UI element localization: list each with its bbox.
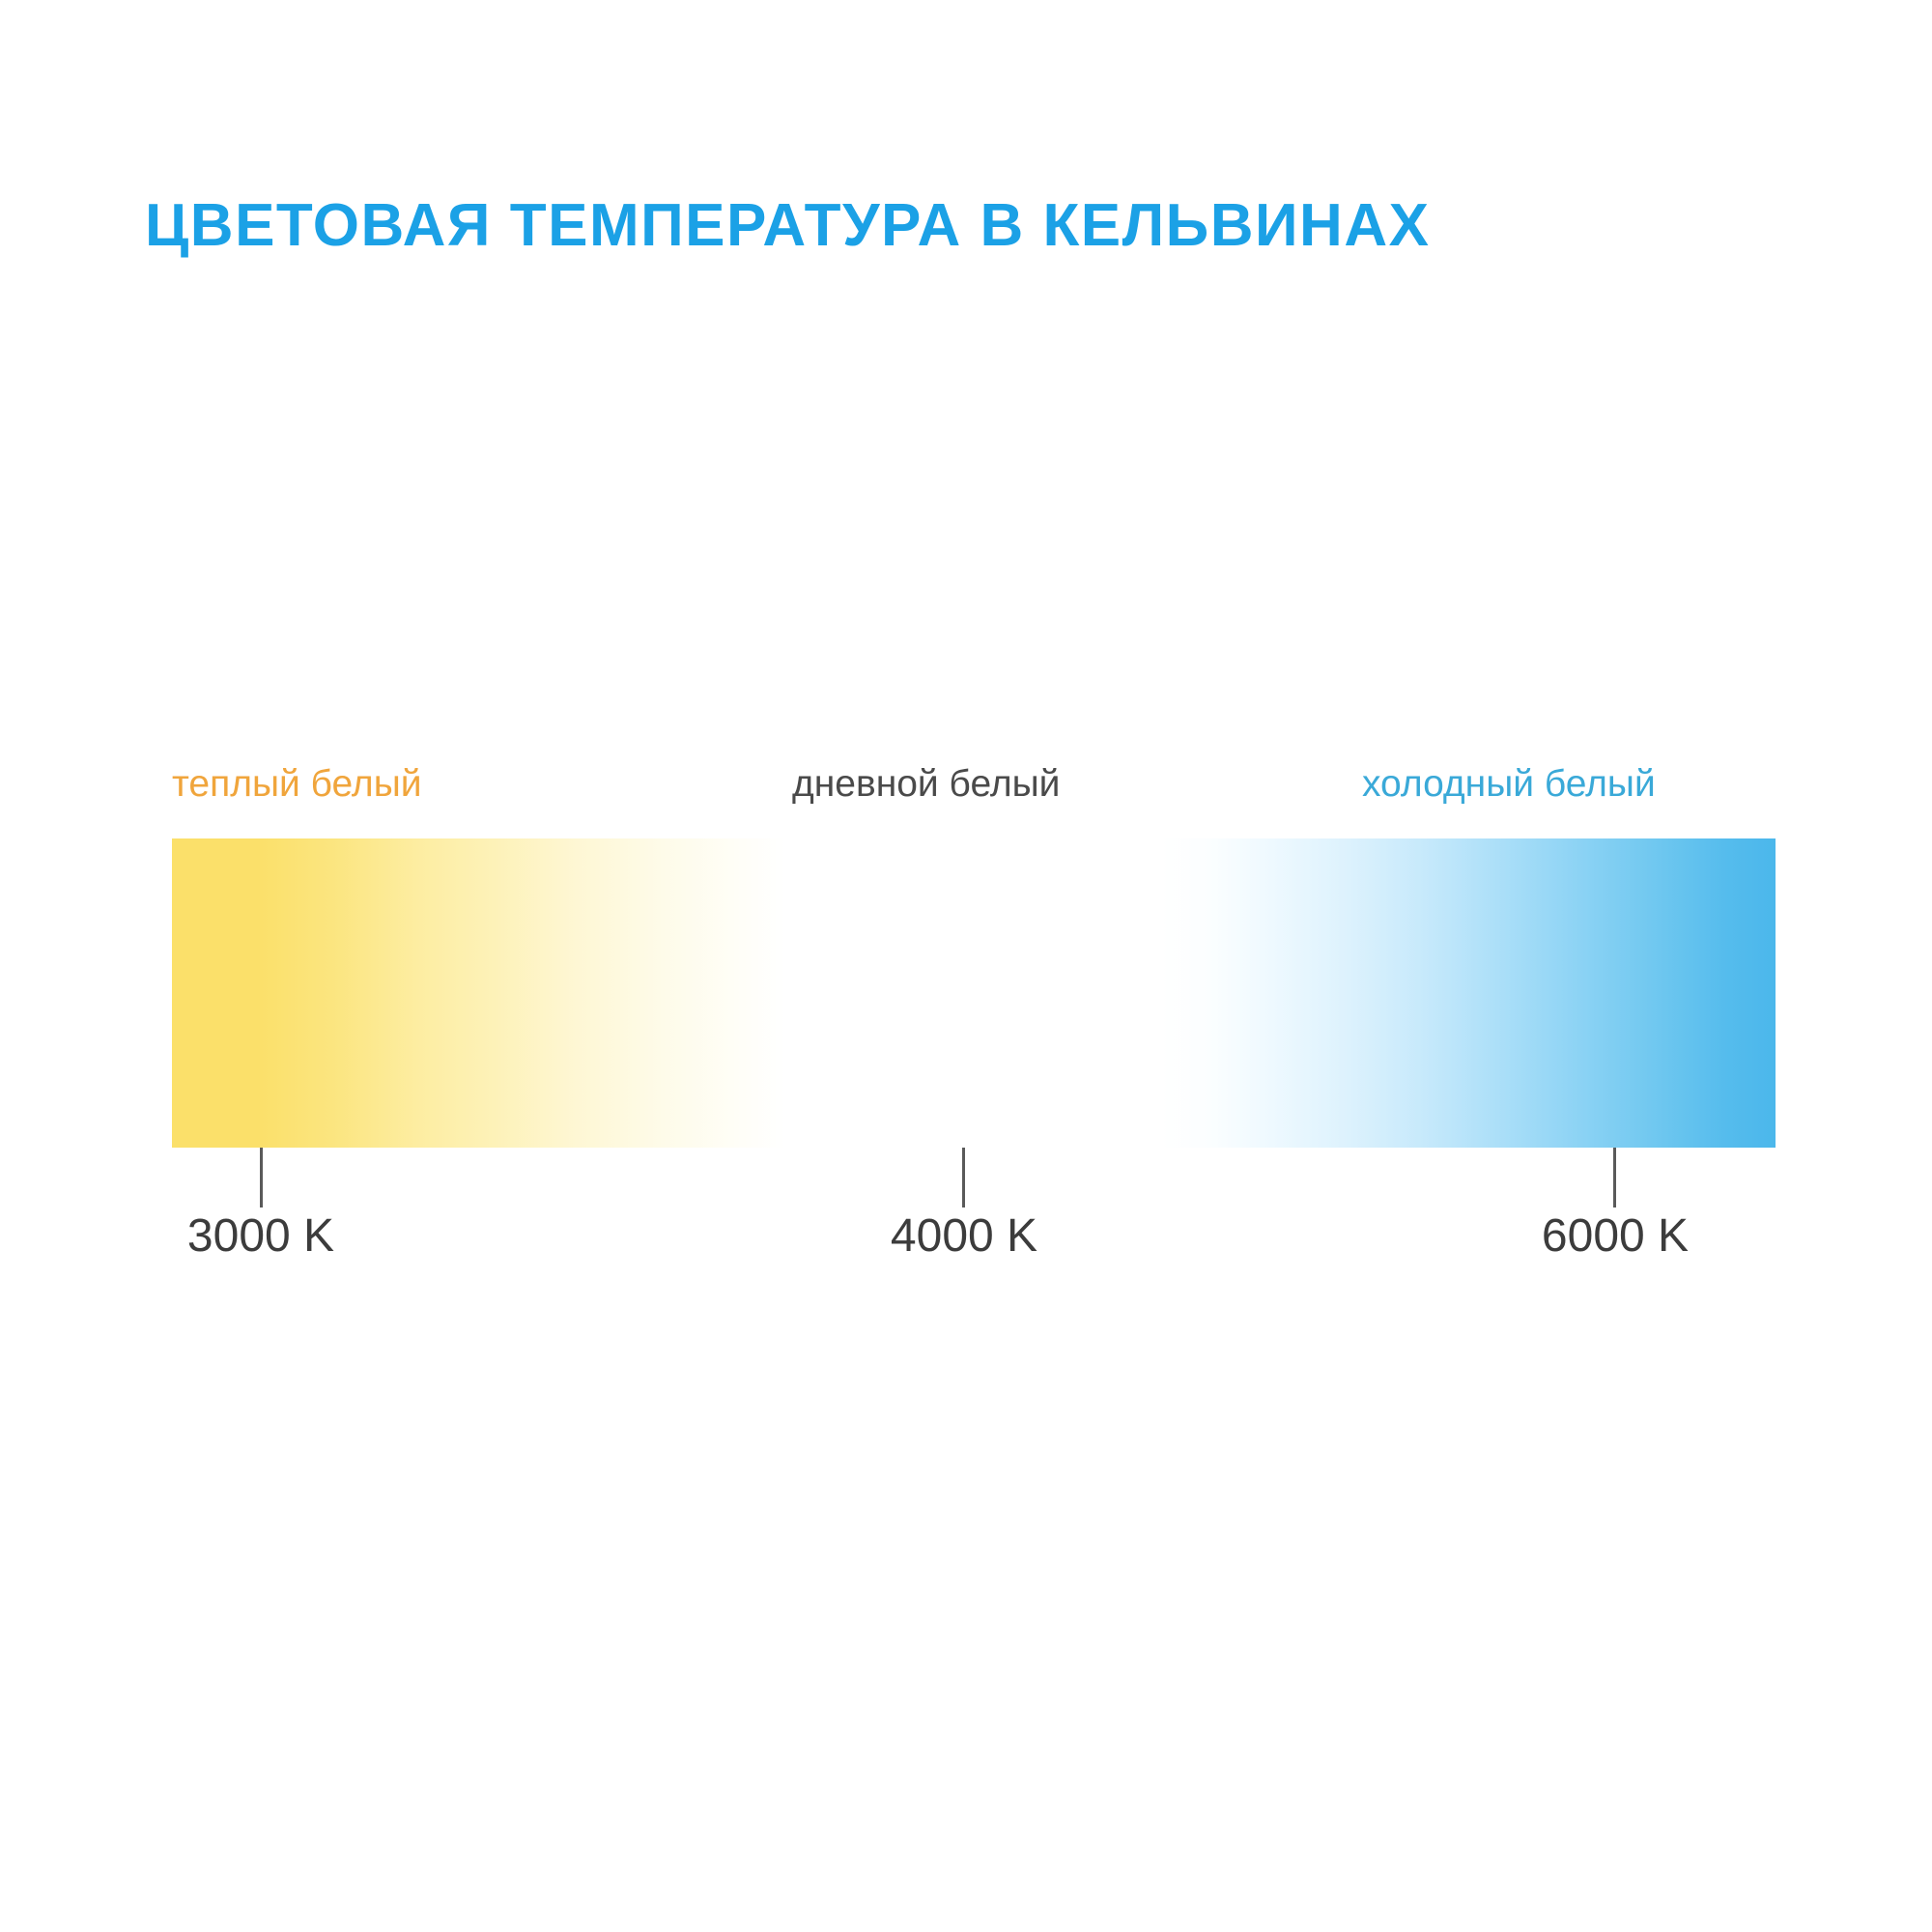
kelvin-value-6000: 6000 K — [1541, 1210, 1690, 1262]
kelvin-value-3000: 3000 K — [186, 1210, 335, 1262]
tick-marker-6000 — [1613, 1148, 1616, 1208]
tick-marker-3000 — [260, 1148, 263, 1208]
kelvin-value-4000: 4000 K — [890, 1210, 1038, 1262]
cold-gradient-band — [1161, 838, 1776, 1148]
cold-white-label: холодный белый — [1362, 763, 1656, 805]
tick-marker-4000 — [962, 1148, 965, 1208]
page-title: ЦВЕТОВАЯ ТЕМПЕРАТУРА В КЕЛЬВИНАХ — [145, 192, 1431, 259]
daylight-white-label: дневной белый — [792, 763, 1061, 805]
warm-white-label: теплый белый — [172, 763, 422, 805]
warm-gradient-band — [172, 838, 785, 1148]
color-temperature-scale — [172, 763, 1776, 1265]
